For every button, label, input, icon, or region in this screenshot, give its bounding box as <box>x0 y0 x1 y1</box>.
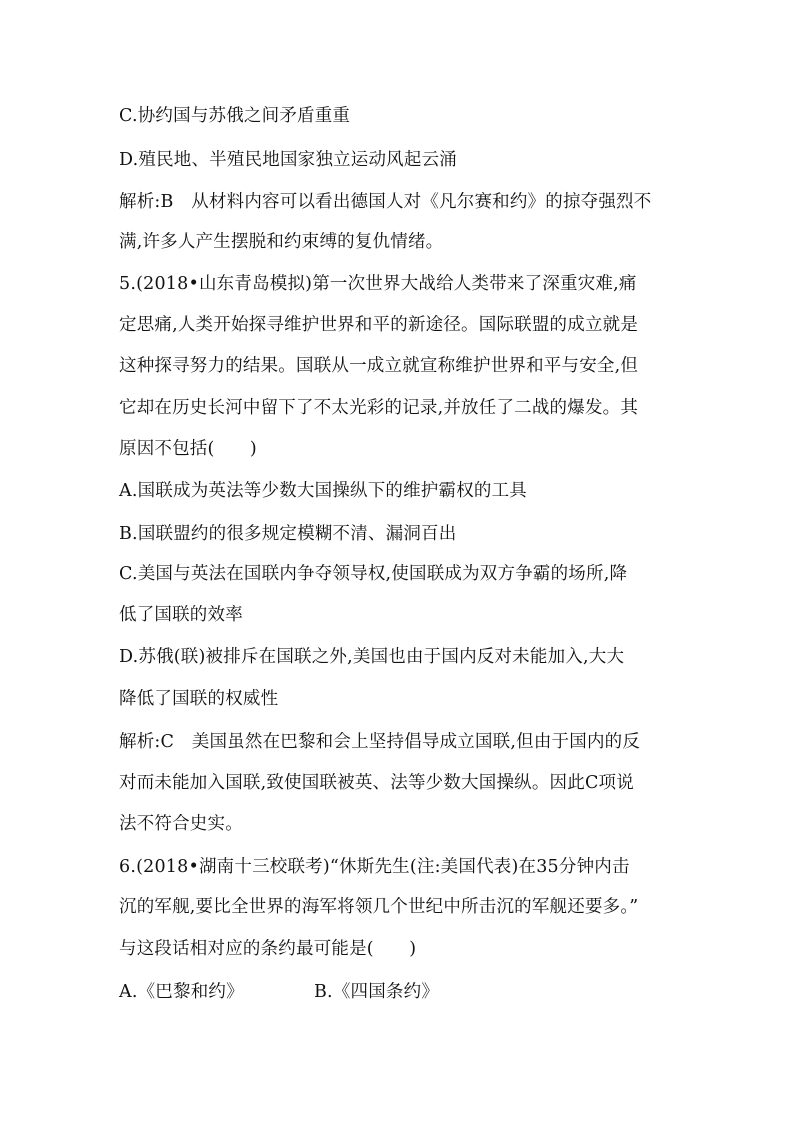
text-line: D.殖民地、半殖民地国家独立运动风起云涌 <box>119 150 457 170</box>
text-line: 它却在历史长河中留下了不太光彩的记录,并放任了二战的爆发。其 <box>119 398 639 418</box>
text-line: 与这段话相对应的条约最可能是( ) <box>119 939 417 959</box>
text-line: 对而未能加入国联,致使国联被英、法等少数大国操纵。因此C项说 <box>119 773 634 793</box>
text-line: 满,许多人产生摆脱和约束缚的复仇情绪。 <box>119 232 444 252</box>
option-a: A.《巴黎和约》 <box>119 982 244 1002</box>
text-line: 解析:B 从材料内容可以看出德国人对《凡尔赛和约》的掠夺强烈不 <box>119 192 652 212</box>
text-line: 定思痛,人类开始探寻维护世界和平的新途径。国际联盟的成立就是 <box>119 315 639 335</box>
text-line: 这种探寻努力的结果。国联从一成立就宣称维护世界和平与安全,但 <box>119 356 639 376</box>
text-line: 原因不包括( ) <box>119 439 257 459</box>
text-line: 法不符合史实。 <box>119 814 243 834</box>
option-b: B.《四国条约》 <box>314 982 440 1002</box>
text-line: 解析:C 美国虽然在巴黎和会上坚持倡导成立国联,但由于国内的反 <box>119 732 641 752</box>
text-line: 降低了国联的权威性 <box>119 689 279 709</box>
text-line: B.国联盟约的很多规定模糊不清、漏洞百出 <box>119 524 457 544</box>
text-line: C.协约国与苏俄之间矛盾重重 <box>119 106 351 126</box>
text-line: C.美国与英法在国联内争夺领导权,使国联成为双方争霸的场所,降 <box>119 564 628 584</box>
text-line: A.国联成为英法等少数大国操纵下的维护霸权的工具 <box>119 481 527 501</box>
text-line: 低了国联的效率 <box>119 605 243 625</box>
text-line: D.苏俄(联)被排斥在国联之外,美国也由于国内反对未能加入,大大 <box>119 647 625 667</box>
text-line: 6.(2018•湖南十三校联考)“休斯先生(注:美国代表)在35分钟内击 <box>119 857 630 877</box>
text-line: 5.(2018•山东青岛模拟)第一次世界大战给人类带来了深重灾难,痛 <box>119 274 637 294</box>
text-line: 沉的军舰,要比全世界的海军将领几个世纪中所击沉的军舰还要多。” <box>119 897 639 917</box>
